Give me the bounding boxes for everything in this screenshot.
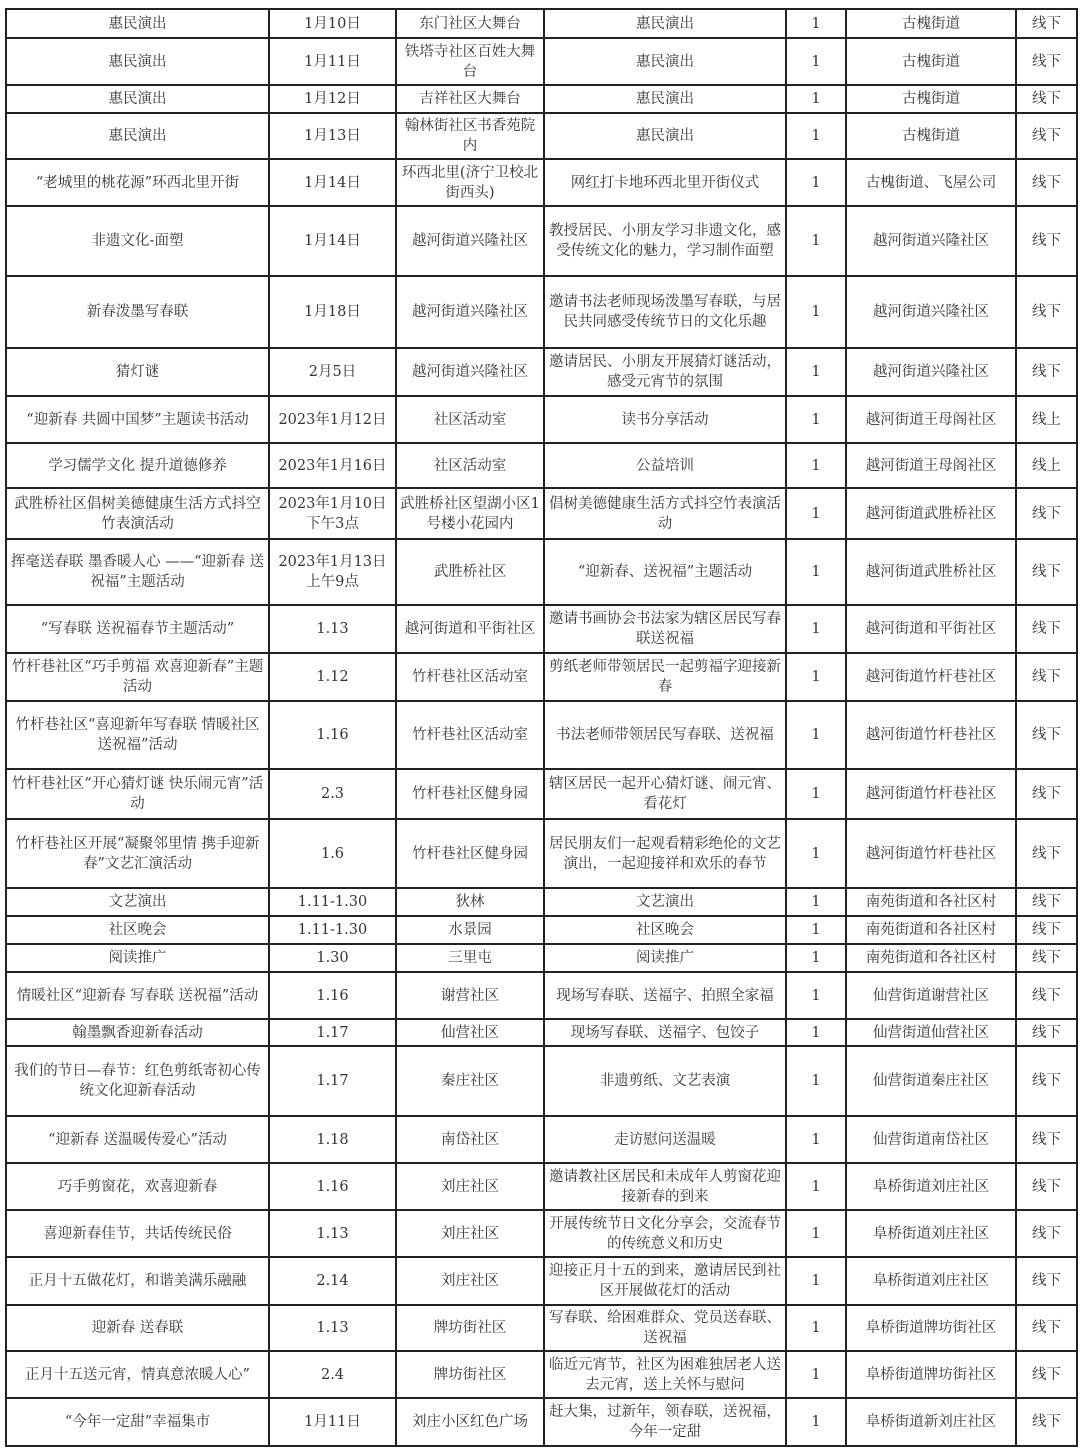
table-row xyxy=(6,1305,1077,1351)
cell-location: 越河街道兴隆社区 xyxy=(396,206,544,276)
cell-count: 1 xyxy=(786,916,846,944)
cell-date: 1.11-1.30 xyxy=(269,888,396,916)
cell-date: 2023年1月13日上午9点 xyxy=(269,539,396,605)
cell-count: 1 xyxy=(786,159,846,206)
table-row xyxy=(6,276,1077,348)
cell-mode: 线下 xyxy=(1016,348,1077,396)
cell-count: 1 xyxy=(786,1305,846,1351)
cell-organizer: 越河街道竹杆巷社区 xyxy=(846,819,1016,888)
table-row xyxy=(6,159,1077,206)
cell-mode: 线下 xyxy=(1016,944,1077,972)
cell-activity-name: “写春联 送祝福春节主题活动” xyxy=(6,605,269,653)
cell-organizer: 越河街道和平街社区 xyxy=(846,605,1016,653)
cell-date: 1.30 xyxy=(269,944,396,972)
table-row xyxy=(6,916,1077,944)
cell-organizer: 仙营街道秦庄社区 xyxy=(846,1046,1016,1116)
cell-location: 社区活动室 xyxy=(396,443,544,488)
cell-date: 1.12 xyxy=(269,653,396,701)
cell-content: 邀请居民、小朋友开展猜灯谜活动，感受元宵节的氛围 xyxy=(544,348,786,396)
table-row xyxy=(6,443,1077,488)
cell-organizer: 越河街道王母阁社区 xyxy=(846,396,1016,443)
cell-location: 武胜桥社区望湖小区1号楼小花园内 xyxy=(396,488,544,539)
cell-organizer: 古槐街道 xyxy=(846,85,1016,113)
cell-organizer: 南苑街道和各社区村 xyxy=(846,944,1016,972)
table-row xyxy=(6,653,1077,701)
cell-count: 1 xyxy=(786,1210,846,1257)
cell-content: 网红打卡地环西北里开街仪式 xyxy=(544,159,786,206)
cell-count: 1 xyxy=(786,653,846,701)
cell-count: 1 xyxy=(786,605,846,653)
cell-content: 剪纸老师带领居民一起剪福字迎接新春 xyxy=(544,653,786,701)
cell-date: 1月13日 xyxy=(269,113,396,159)
cell-date: 1月18日 xyxy=(269,276,396,348)
cell-activity-name: 竹杆巷社区“喜迎新年写春联 情暖社区送祝福”活动 xyxy=(6,701,269,769)
cell-count: 1 xyxy=(786,85,846,113)
cell-activity-name: 惠民演出 xyxy=(6,113,269,159)
cell-activity-name: “迎新春 共圆中国梦”主题读书活动 xyxy=(6,396,269,443)
cell-mode: 线下 xyxy=(1016,85,1077,113)
table-row xyxy=(6,972,1077,1019)
cell-organizer: 越河街道竹杆巷社区 xyxy=(846,653,1016,701)
cell-content: 非遗剪纸、文艺表演 xyxy=(544,1046,786,1116)
cell-content: 迎接正月十五的到来，邀请居民到社区开展做花灯的活动 xyxy=(544,1257,786,1305)
table-row xyxy=(6,605,1077,653)
cell-location: 越河街道兴隆社区 xyxy=(396,348,544,396)
cell-location: 刘庄社区 xyxy=(396,1163,544,1210)
cell-content: 临近元宵节，社区为困难独居老人送去元宵，送上关怀与慰问 xyxy=(544,1351,786,1398)
cell-activity-name: 正月十五做花灯，和谐美满乐融融 xyxy=(6,1257,269,1305)
cell-organizer: 越河街道武胜桥社区 xyxy=(846,539,1016,605)
cell-content: 公益培训 xyxy=(544,443,786,488)
cell-content: 文艺演出 xyxy=(544,888,786,916)
cell-organizer: 仙营街道南岱社区 xyxy=(846,1116,1016,1163)
cell-mode: 线下 xyxy=(1016,1257,1077,1305)
cell-location: 南岱社区 xyxy=(396,1116,544,1163)
cell-mode: 线下 xyxy=(1016,1305,1077,1351)
cell-mode: 线下 xyxy=(1016,701,1077,769)
cell-mode: 线下 xyxy=(1016,819,1077,888)
table-row xyxy=(6,1116,1077,1163)
cell-count: 1 xyxy=(786,488,846,539)
cell-location: 社区活动室 xyxy=(396,396,544,443)
cell-count: 1 xyxy=(786,206,846,276)
cell-content: 读书分享活动 xyxy=(544,396,786,443)
cell-activity-name: 挥毫送春联 墨香暖人心 ——“迎新春 送祝福”主题活动 xyxy=(6,539,269,605)
cell-count: 1 xyxy=(786,1257,846,1305)
cell-organizer: 越河街道竹杆巷社区 xyxy=(846,701,1016,769)
cell-activity-name: “今年一定甜”幸福集市 xyxy=(6,1398,269,1446)
cell-location: 竹杆巷社区活动室 xyxy=(396,653,544,701)
cell-count: 1 xyxy=(786,113,846,159)
cell-mode: 线下 xyxy=(1016,605,1077,653)
cell-count: 1 xyxy=(786,1351,846,1398)
cell-date: 1月14日 xyxy=(269,206,396,276)
cell-date: 1月11日 xyxy=(269,1398,396,1446)
cell-activity-name: 竹杆巷社区开展“凝聚邻里情 携手迎新春”文艺汇演活动 xyxy=(6,819,269,888)
cell-activity-name: 我们的节日—春节：红色剪纸寄初心传统文化迎新春活动 xyxy=(6,1046,269,1116)
cell-content: “迎新春、送祝福”主题活动 xyxy=(544,539,786,605)
cell-date: 2月5日 xyxy=(269,348,396,396)
cell-mode: 线下 xyxy=(1016,1046,1077,1116)
cell-count: 1 xyxy=(786,1163,846,1210)
cell-organizer: 仙营街道谢营社区 xyxy=(846,972,1016,1019)
cell-organizer: 越河街道兴隆社区 xyxy=(846,348,1016,396)
table-row xyxy=(6,769,1077,819)
cell-organizer: 仙营街道仙营社区 xyxy=(846,1019,1016,1046)
cell-mode: 线下 xyxy=(1016,1351,1077,1398)
table-row xyxy=(6,488,1077,539)
cell-mode: 线上 xyxy=(1016,443,1077,488)
cell-location: 三里屯 xyxy=(396,944,544,972)
cell-mode: 线下 xyxy=(1016,653,1077,701)
table-row xyxy=(6,9,1077,38)
table-row xyxy=(6,85,1077,113)
cell-organizer: 越河街道王母阁社区 xyxy=(846,443,1016,488)
table-body xyxy=(6,9,1077,1446)
cell-mode: 线下 xyxy=(1016,1163,1077,1210)
table-row xyxy=(6,1046,1077,1116)
cell-activity-name: 竹杆巷社区“开心猜灯谜 快乐闹元宵”活动 xyxy=(6,769,269,819)
cell-organizer: 越河街道武胜桥社区 xyxy=(846,488,1016,539)
cell-mode: 线下 xyxy=(1016,113,1077,159)
cell-activity-name: 非遗文化-面塑 xyxy=(6,206,269,276)
cell-date: 2023年1月10日下午3点 xyxy=(269,488,396,539)
cell-activity-name: 惠民演出 xyxy=(6,85,269,113)
cell-date: 1.16 xyxy=(269,701,396,769)
cell-organizer: 越河街道竹杆巷社区 xyxy=(846,769,1016,819)
cell-content: 惠民演出 xyxy=(544,85,786,113)
cell-content: 惠民演出 xyxy=(544,113,786,159)
cell-date: 1.16 xyxy=(269,972,396,1019)
cell-count: 1 xyxy=(786,944,846,972)
cell-activity-name: 学习儒学文化 提升道德修养 xyxy=(6,443,269,488)
cell-organizer: 阜桥街道牌坊街社区 xyxy=(846,1305,1016,1351)
cell-activity-name: 竹杆巷社区“巧手剪福 欢喜迎新春”主题活动 xyxy=(6,653,269,701)
cell-mode: 线下 xyxy=(1016,159,1077,206)
cell-count: 1 xyxy=(786,276,846,348)
cell-mode: 线下 xyxy=(1016,972,1077,1019)
table-row xyxy=(6,348,1077,396)
cell-location: 秦庄社区 xyxy=(396,1046,544,1116)
cell-content: 辖区居民一起开心猜灯谜、闹元宵、看花灯 xyxy=(544,769,786,819)
cell-content: 社区晚会 xyxy=(544,916,786,944)
table-row xyxy=(6,944,1077,972)
cell-location: 竹杆巷社区健身园 xyxy=(396,819,544,888)
cell-activity-name: 惠民演出 xyxy=(6,38,269,85)
cell-organizer: 阜桥街道牌坊街社区 xyxy=(846,1351,1016,1398)
cell-location: 翰林街社区书香苑院内 xyxy=(396,113,544,159)
cell-activity-name: 巧手剪窗花，欢喜迎新春 xyxy=(6,1163,269,1210)
cell-mode: 线下 xyxy=(1016,1116,1077,1163)
cell-activity-name: 迎新春 送春联 xyxy=(6,1305,269,1351)
cell-organizer: 阜桥街道刘庄社区 xyxy=(846,1210,1016,1257)
cell-content: 走访慰问送温暖 xyxy=(544,1116,786,1163)
cell-date: 1月12日 xyxy=(269,85,396,113)
cell-count: 1 xyxy=(786,1398,846,1446)
cell-mode: 线下 xyxy=(1016,539,1077,605)
cell-mode: 线下 xyxy=(1016,888,1077,916)
cell-content: 教授居民、小朋友学习非遗文化，感受传统文化的魅力，学习制作面塑 xyxy=(544,206,786,276)
cell-location: 谢营社区 xyxy=(396,972,544,1019)
cell-date: 1.11-1.30 xyxy=(269,916,396,944)
cell-content: 邀请书法老师现场泼墨写春联，与居民共同感受传统节日的文化乐趣 xyxy=(544,276,786,348)
cell-location: 牌坊街社区 xyxy=(396,1305,544,1351)
cell-content: 开展传统节日文化分享会，交流春节的传统意义和历史 xyxy=(544,1210,786,1257)
cell-date: 2.14 xyxy=(269,1257,396,1305)
cell-activity-name: “迎新春 送温暖传爱心”活动 xyxy=(6,1116,269,1163)
cell-content: 邀请教社区居民和未成年人剪窗花迎接新春的到来 xyxy=(544,1163,786,1210)
cell-activity-name: 阅读推广 xyxy=(6,944,269,972)
cell-location: 吉祥社区大舞台 xyxy=(396,85,544,113)
cell-date: 1.17 xyxy=(269,1019,396,1046)
cell-count: 1 xyxy=(786,1019,846,1046)
cell-organizer: 越河街道兴隆社区 xyxy=(846,206,1016,276)
cell-location: 越河街道和平街社区 xyxy=(396,605,544,653)
table-row xyxy=(6,1210,1077,1257)
cell-organizer: 阜桥街道刘庄社区 xyxy=(846,1163,1016,1210)
cell-activity-name: 猜灯谜 xyxy=(6,348,269,396)
cell-mode: 线下 xyxy=(1016,1210,1077,1257)
cell-organizer: 越河街道兴隆社区 xyxy=(846,276,1016,348)
cell-date: 2023年1月12日 xyxy=(269,396,396,443)
cell-activity-name: 喜迎新春佳节，共话传统民俗 xyxy=(6,1210,269,1257)
cell-date: 1.16 xyxy=(269,1163,396,1210)
cell-location: 铁塔寺社区百姓大舞台 xyxy=(396,38,544,85)
table-row xyxy=(6,206,1077,276)
cell-date: 2.4 xyxy=(269,1351,396,1398)
cell-activity-name: 情暖社区“迎新春 写春联 送祝福”活动 xyxy=(6,972,269,1019)
cell-count: 1 xyxy=(786,539,846,605)
cell-location: 刘庄小区红色广场 xyxy=(396,1398,544,1446)
cell-organizer: 古槐街道、飞屋公司 xyxy=(846,159,1016,206)
table-row xyxy=(6,1163,1077,1210)
cell-date: 1.13 xyxy=(269,1210,396,1257)
cell-mode: 线下 xyxy=(1016,488,1077,539)
cell-date: 1月14日 xyxy=(269,159,396,206)
cell-count: 1 xyxy=(786,819,846,888)
cell-activity-name: “老城里的桃花源”环西北里开街 xyxy=(6,159,269,206)
cell-date: 2.3 xyxy=(269,769,396,819)
cell-location: 水景园 xyxy=(396,916,544,944)
cell-organizer: 古槐街道 xyxy=(846,9,1016,38)
table-row xyxy=(6,819,1077,888)
cell-location: 牌坊街社区 xyxy=(396,1351,544,1398)
cell-count: 1 xyxy=(786,888,846,916)
table-row xyxy=(6,1398,1077,1446)
table-row xyxy=(6,113,1077,159)
cell-mode: 线下 xyxy=(1016,38,1077,85)
cell-activity-name: 文艺演出 xyxy=(6,888,269,916)
cell-location: 刘庄社区 xyxy=(396,1210,544,1257)
cell-location: 武胜桥社区 xyxy=(396,539,544,605)
cell-mode: 线上 xyxy=(1016,396,1077,443)
cell-organizer: 古槐街道 xyxy=(846,113,1016,159)
table-row xyxy=(6,888,1077,916)
cell-activity-name: 新春泼墨写春联 xyxy=(6,276,269,348)
cell-count: 1 xyxy=(786,701,846,769)
cell-content: 书法老师带领居民写春联、送祝福 xyxy=(544,701,786,769)
cell-count: 1 xyxy=(786,348,846,396)
cell-location: 竹杆巷社区健身园 xyxy=(396,769,544,819)
cell-count: 1 xyxy=(786,396,846,443)
cell-activity-name: 社区晚会 xyxy=(6,916,269,944)
cell-activity-name: 正月十五送元宵，情真意浓暖人心” xyxy=(6,1351,269,1398)
cell-count: 1 xyxy=(786,38,846,85)
table-row xyxy=(6,396,1077,443)
cell-date: 1.17 xyxy=(269,1046,396,1116)
cell-content: 惠民演出 xyxy=(544,38,786,85)
cell-mode: 线下 xyxy=(1016,1019,1077,1046)
cell-content: 邀请书画协会书法家为辖区居民写春联送祝福 xyxy=(544,605,786,653)
cell-location: 竹杆巷社区活动室 xyxy=(396,701,544,769)
table-row xyxy=(6,1351,1077,1398)
cell-count: 1 xyxy=(786,1046,846,1116)
cell-location: 环西北里(济宁卫校北街西头) xyxy=(396,159,544,206)
cell-date: 1.13 xyxy=(269,605,396,653)
cell-mode: 线下 xyxy=(1016,916,1077,944)
table-row xyxy=(6,1019,1077,1046)
cell-mode: 线下 xyxy=(1016,276,1077,348)
table-row xyxy=(6,539,1077,605)
table-row xyxy=(6,1257,1077,1305)
cell-activity-name: 惠民演出 xyxy=(6,9,269,38)
cell-organizer: 南苑街道和各社区村 xyxy=(846,916,1016,944)
cell-content: 现场写春联、送福字、拍照全家福 xyxy=(544,972,786,1019)
cell-location: 东门社区大舞台 xyxy=(396,9,544,38)
cell-mode: 线下 xyxy=(1016,9,1077,38)
cell-date: 2023年1月16日 xyxy=(269,443,396,488)
cell-content: 赶大集，过新年，领春联，送祝福，今年一定甜 xyxy=(544,1398,786,1446)
cell-count: 1 xyxy=(786,1116,846,1163)
cell-date: 1.13 xyxy=(269,1305,396,1351)
cell-activity-name: 武胜桥社区倡树美德健康生活方式抖空竹表演活动 xyxy=(6,488,269,539)
cell-organizer: 古槐街道 xyxy=(846,38,1016,85)
cell-organizer: 阜桥街道新刘庄社区 xyxy=(846,1398,1016,1446)
cell-content: 写春联、给困难群众、党员送春联、送祝福 xyxy=(544,1305,786,1351)
cell-mode: 线下 xyxy=(1016,1398,1077,1446)
cell-date: 1.18 xyxy=(269,1116,396,1163)
table-row xyxy=(6,701,1077,769)
cell-count: 1 xyxy=(786,769,846,819)
cell-date: 1月11日 xyxy=(269,38,396,85)
cell-organizer: 南苑街道和各社区村 xyxy=(846,888,1016,916)
table-row xyxy=(6,38,1077,85)
cell-content: 倡树美德健康生活方式抖空竹表演活动 xyxy=(544,488,786,539)
cell-content: 阅读推广 xyxy=(544,944,786,972)
cell-mode: 线下 xyxy=(1016,206,1077,276)
cell-location: 越河街道兴隆社区 xyxy=(396,276,544,348)
cell-location: 仙营社区 xyxy=(396,1019,544,1046)
cell-activity-name: 翰墨飘香迎新春活动 xyxy=(6,1019,269,1046)
cell-content: 居民朋友们一起观看精彩绝伦的文艺演出，一起迎接祥和欢乐的春节 xyxy=(544,819,786,888)
cell-date: 1月10日 xyxy=(269,9,396,38)
cell-location: 狄林 xyxy=(396,888,544,916)
cell-content: 惠民演出 xyxy=(544,9,786,38)
cell-organizer: 阜桥街道刘庄社区 xyxy=(846,1257,1016,1305)
cell-location: 刘庄社区 xyxy=(396,1257,544,1305)
cell-count: 1 xyxy=(786,972,846,1019)
cell-date: 1.6 xyxy=(269,819,396,888)
cell-count: 1 xyxy=(786,9,846,38)
cell-mode: 线下 xyxy=(1016,769,1077,819)
activity-table xyxy=(5,8,1078,1447)
cell-content: 现场写春联、送福字、包饺子 xyxy=(544,1019,786,1046)
cell-count: 1 xyxy=(786,443,846,488)
